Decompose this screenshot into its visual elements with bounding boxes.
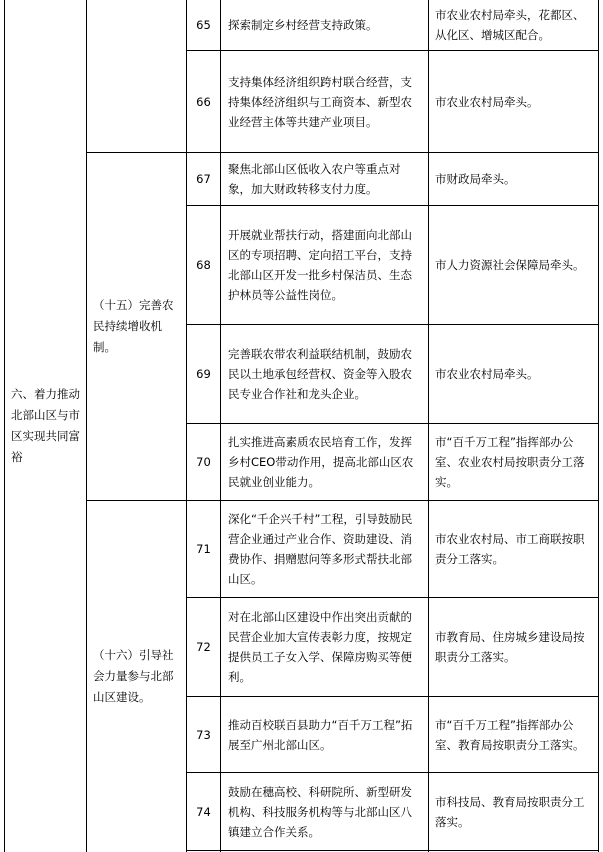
measure-text: 聚焦北部山区低收入农户等重点对象，加大财政转移支付力度。 — [228, 162, 401, 196]
measure-cell — [221, 0, 428, 50]
table-border-right — [598, 0, 599, 852]
owner-text: 市教育局、住房城乡建设局按职责分工落实。 — [435, 630, 585, 664]
measure-cell — [221, 325, 428, 423]
row-number: 70 — [196, 455, 211, 469]
owner-cell — [429, 51, 598, 152]
group-title-cell — [87, 501, 186, 852]
measure-cell — [221, 206, 428, 324]
measure-text: 深化“千企兴千村”工程，引导鼓励民营企业通过产业合作、资助建设、消费协作、捐赠慰问等多形式帮扶北部山区。 — [228, 512, 413, 586]
owner-text: 市农业农村局、市工商联按职责分工落实。 — [435, 532, 585, 566]
measure-cell — [221, 697, 428, 772]
owner-cell — [429, 501, 598, 597]
owner-text: 市人力资源社会保障局牵头。 — [435, 258, 585, 272]
row-number: 72 — [196, 640, 211, 654]
row-number: 71 — [196, 542, 211, 556]
row-number: 73 — [196, 727, 211, 742]
group-title: （十五）完善农民持续增收机制。 — [93, 298, 174, 354]
measure-text: 鼓励在穗高校、科研院所、新型研发机构、科技服务机构等与北部山区八镇建立合作关系。 — [228, 784, 412, 839]
measure-text: 支持集体经济组织跨村联合经营，支持集体经济组织与工商资本、新型农业经营主体等共建产业项目。 — [228, 74, 412, 129]
owner-cell — [429, 424, 598, 500]
measure-text: 探索制定乡村经营支持政策。 — [228, 18, 378, 32]
owner-text: 市财政局牵头。 — [435, 172, 516, 186]
row-divider — [186, 850, 599, 851]
owner-cell — [429, 773, 598, 850]
group-title-cell — [87, 153, 186, 500]
measure-text: 扎实推进高素质农民培育工作，发挥乡村CEO带动作用，提高北部山区农民就业创业能力。 — [228, 435, 414, 489]
row-number: 65 — [196, 18, 211, 32]
owner-text: 市农业农村局牵头，花都区、从化区、增城区配合。 — [435, 8, 585, 42]
row-number: 74 — [196, 804, 211, 819]
measure-cell — [221, 424, 428, 500]
measure-cell — [221, 598, 428, 696]
owner-cell — [429, 325, 598, 423]
measure-cell — [221, 773, 428, 850]
row-number: 67 — [196, 172, 211, 186]
section-title-cell — [5, 0, 86, 852]
measure-text: 完善联农带农利益联结机制，鼓励农民以土地承包经营权、资金等入股农民专业合作社和龙头企业。 — [228, 347, 412, 401]
measure-text: 推动百校联百县助力“百千万工程”拓展至广州北部山区。 — [228, 717, 413, 752]
owner-text: 市“百千万工程”指挥部办公室、教育局按职责分工落实。 — [435, 717, 585, 752]
owner-cell — [429, 598, 598, 696]
measure-text: 对在北部山区建设中作出突出贡献的民营企业加大宣传表彰力度，按规定提供员工子女入学、保障房购买等便利。 — [228, 610, 412, 684]
measure-cell — [221, 501, 428, 597]
row-number: 69 — [196, 367, 211, 381]
owner-text: 市农业农村局牵头。 — [435, 94, 539, 109]
owner-text: 市科技局、教育局按职责分工落实。 — [435, 794, 585, 829]
row-number: 68 — [196, 258, 211, 272]
group-title-cell — [87, 0, 186, 152]
group-title: （十六）引导社会力量参与北部山区建设。 — [93, 648, 174, 704]
owner-cell — [429, 0, 598, 50]
measure-cell — [221, 153, 428, 205]
owner-cell — [429, 153, 598, 205]
owner-text: 市“百千万工程”指挥部办公室、农业农村局按职责分工落实。 — [435, 435, 585, 489]
measure-text: 开展就业帮扶行动，搭建面向北部山区的专项招聘、定向招工平台，支持北部山区开发一批乡村保洁员、生态护林员等公益性岗位。 — [228, 228, 412, 302]
measure-cell — [221, 51, 428, 152]
owner-cell — [429, 697, 598, 772]
row-number: 66 — [196, 94, 211, 109]
section-title: 六、着力推动北部山区与市区实现共同富裕 — [11, 387, 80, 464]
owner-text: 市农业农村局牵头。 — [435, 367, 539, 381]
owner-cell — [429, 206, 598, 324]
